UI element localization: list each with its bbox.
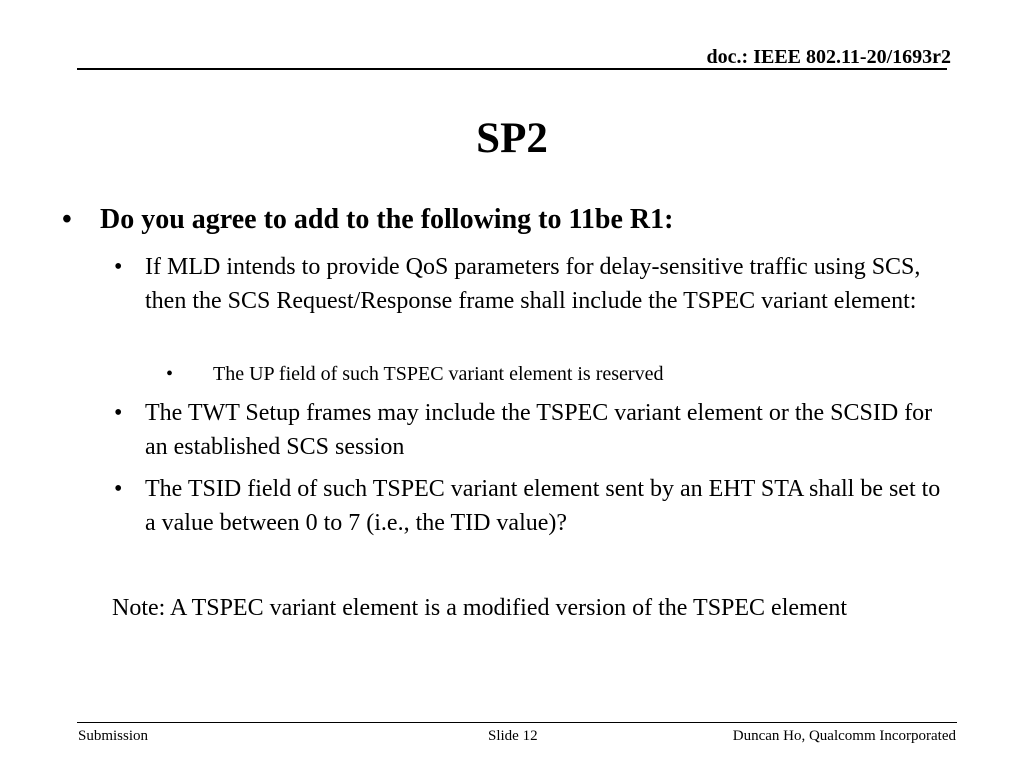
footer-slide-number: Slide 12 bbox=[488, 728, 538, 744]
note-text: Note: A TSPEC variant element is a modified version of the TSPEC element bbox=[112, 595, 848, 621]
bullet-sub-3-text: The TSID field of such TSPEC variant element sent by an EHT STA shall be set to a value between 0 to 7 (i.e., the TID value)? bbox=[145, 476, 941, 536]
bullet-main-text: Do you agree to add to the following to 11be R1: bbox=[100, 204, 674, 235]
bullet-glyph: • bbox=[114, 400, 123, 426]
bullet-sub-1-child-text: The UP field of such TSPEC variant element is reserved bbox=[213, 363, 664, 385]
footer-submission: Submission bbox=[78, 728, 149, 744]
slide-title: SP2 bbox=[476, 115, 548, 162]
bullet-glyph: • bbox=[114, 476, 123, 502]
bullet-sub-1-text: If MLD intends to provide QoS parameters for delay-sensitive traffic using SCS, then the SCS Request/Response frame shall include the TSPEC variant element: bbox=[145, 254, 921, 314]
bullet-sub-2-text: The TWT Setup frames may include the TSPEC variant element or the SCSID for an established SCS session bbox=[145, 400, 933, 460]
document-id: doc.: IEEE 802.11-20/1693r2 bbox=[706, 46, 951, 68]
footer-divider bbox=[77, 722, 957, 723]
bullet-glyph: • bbox=[62, 204, 72, 235]
header-divider bbox=[77, 68, 947, 70]
bullet-glyph: • bbox=[114, 254, 123, 280]
bullet-glyph: • bbox=[166, 363, 174, 385]
footer-author: Duncan Ho, Qualcomm Incorporated bbox=[732, 728, 956, 744]
